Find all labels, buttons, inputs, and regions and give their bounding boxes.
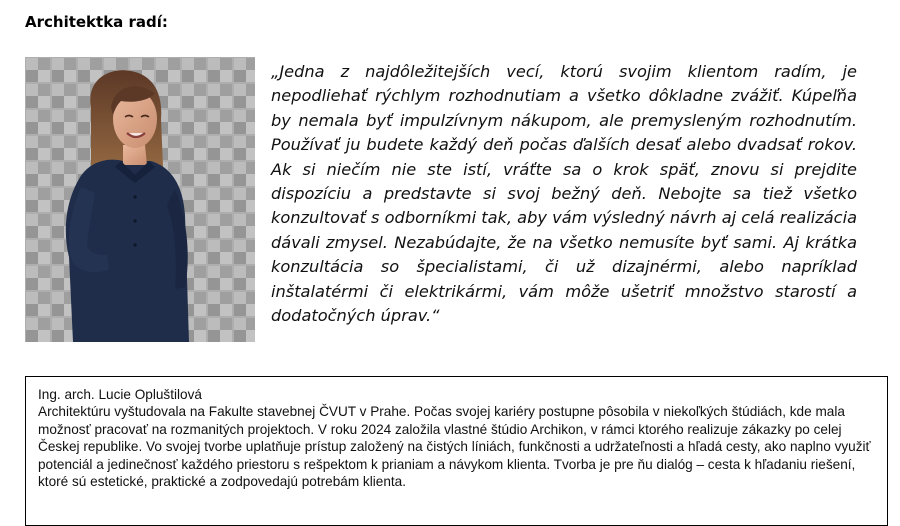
section-heading: Architektka radí: xyxy=(25,13,168,31)
architect-portrait-photo xyxy=(25,57,255,342)
architect-quote: „Jedna z najdôležitejších vecí, ktorú svojim klientom radím, je nepodliehať rýchlym rozhodnutiam a všetko dôkladne zvážiť. Kúpeľňa by nemala byť impulzívnym nákupom, ale premysleným rozhodnutím. Používať ju budete každý deň počas ďalších desať alebo dvadsať rokov. Ak si niečím nie ste istí, vráťte sa o krok späť, znovu si prejdite dispozíciu a predstavte si svoj bežný deň. Nebojte sa tiež všetko konzultovať s odborníkmi tak, aby vám výsledný návrh aj celá realizácia dávali zmysel. Nezabúdajte, že na všetko nemusíte byť sami. Aj krátka konzultácia so špecialistami, či už dizajnérmi, alebo napríklad inštalatérmi či elektrikármi, vám môže ušetriť množstvo starostí a dodatočných úprav.“ xyxy=(271,62,857,326)
architect-bio-box xyxy=(25,376,888,526)
architect-name: Ing. arch. Lucie Opluštilová xyxy=(38,387,202,402)
architect-bio-text: Architektúru vyštudovala na Fakulte stavebnej ČVUT v Prahe. Počas svojej kariéry postupne pôsobila v niekoľkých štúdiách, kde mala možnosť pracovať na rozmanitých projektoch. V roku 2024 založila vlastné štúdio Archikon, v rámci ktorého realizuje zákazky po celej Českej republike. Vo svojej tvorbe uplatňuje prístup založený na čistých líniách, funkčnosti a udržateľnosti a hľadá cesty, ako naplno využiť potenciál a jedinečnosť každého priestoru s rešpektom k prianiam a návykom klienta. Tvorba je pre ňu dialóg – cesta k hľadaniu riešení, ktoré sú estetické, praktické a zodpovedajú potrebám klienta. xyxy=(38,404,871,490)
